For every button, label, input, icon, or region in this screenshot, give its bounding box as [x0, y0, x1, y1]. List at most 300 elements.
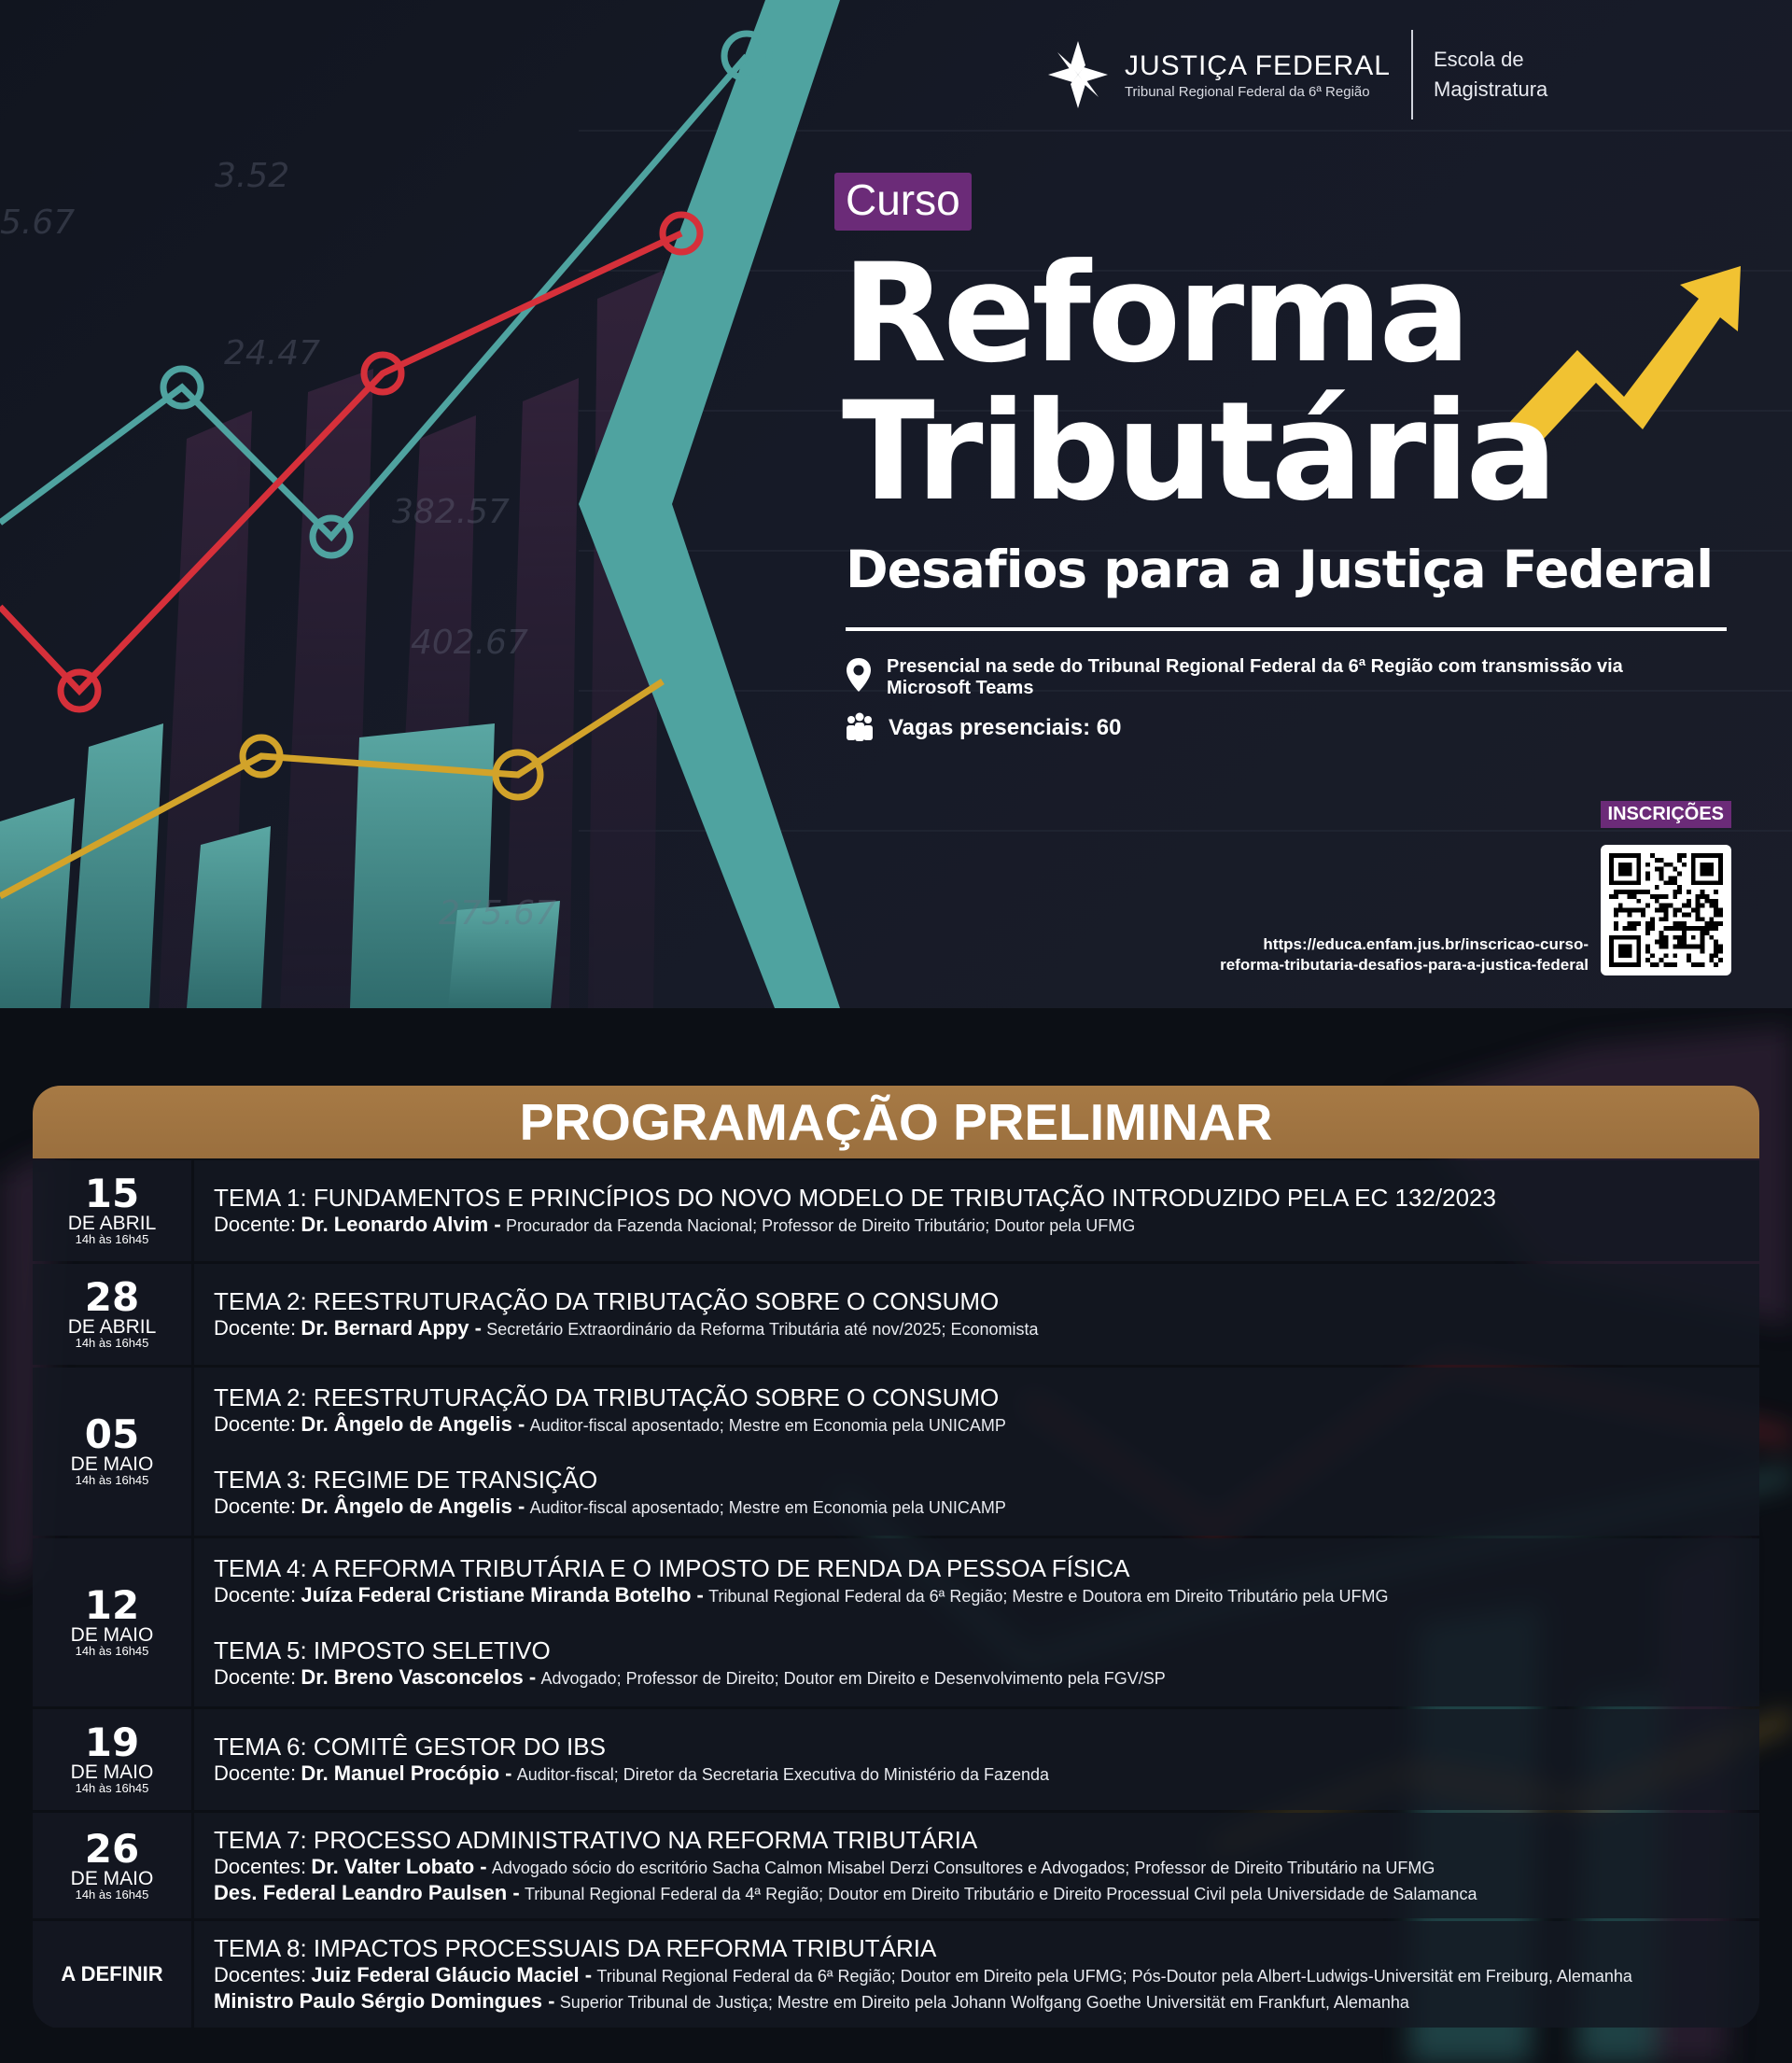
lecturer-line — [214, 1665, 1759, 1691]
qr-module — [1673, 935, 1677, 940]
qr-module — [1659, 917, 1664, 921]
brand-court: Tribunal Regional Federal da 6ª Região — [1124, 83, 1370, 100]
qr-module — [1645, 863, 1650, 867]
qr-module — [1709, 953, 1714, 958]
date-day: 15 — [84, 1171, 140, 1216]
qr-module — [1673, 876, 1677, 880]
qr-module — [1628, 890, 1632, 894]
topic — [214, 1183, 1759, 1239]
brand-divider — [1411, 30, 1413, 119]
qr-module — [1645, 921, 1650, 926]
title-line-1: Reforma — [842, 234, 1467, 393]
qr-module — [1673, 962, 1677, 967]
qr-module — [1664, 908, 1669, 913]
qr-module — [1614, 908, 1618, 913]
svg-text:382.57: 382.57 — [392, 493, 510, 531]
qr-module — [1664, 880, 1669, 885]
lecturer-line — [214, 1213, 1759, 1239]
qr-module — [1659, 958, 1664, 962]
qr-module — [1709, 935, 1714, 940]
qr-module — [1677, 926, 1682, 931]
qr-module — [1701, 890, 1705, 894]
date-day: 19 — [84, 1719, 140, 1765]
qr-module — [1673, 921, 1677, 926]
header-branding — [1044, 30, 1564, 119]
lecturer-line — [214, 1316, 1759, 1342]
qr-module — [1714, 890, 1718, 894]
qr-module — [1677, 885, 1682, 890]
location-text: Presencial na sede do Tribunal Regional Federal da 6ª Região com transmissão via Microsoft Teams — [887, 656, 1623, 698]
qr-module — [1641, 908, 1645, 913]
qr-module — [1682, 863, 1687, 867]
title-line-2: Tributária — [842, 372, 1554, 531]
justice-emblem-icon — [1044, 37, 1112, 112]
qr-module — [1650, 853, 1655, 858]
date-month: DE ABRIL — [67, 1316, 157, 1338]
qr-module — [1696, 894, 1701, 899]
qr-module — [1718, 945, 1723, 949]
qr-module — [1677, 908, 1682, 913]
qr-module — [1673, 867, 1677, 872]
qr-module — [1668, 880, 1673, 885]
topic-title: TEMA 2: REESTRUTURAÇÃO DA TRIBUTAÇÃO SOBRE O CONSUMO — [214, 1383, 1000, 1411]
topic — [214, 1465, 1759, 1521]
lecturer-description-2: Superior Tribunal de Justiça; Mestre em Direito pela Johann Wolfgang Goethe Universität em Frankfurt, Alemanha — [559, 1993, 1409, 2012]
qr-module — [1628, 921, 1632, 926]
qr-module — [1659, 867, 1664, 872]
schedule-row — [33, 1921, 1759, 2028]
qr-module — [1659, 940, 1664, 945]
qr-module — [1609, 894, 1614, 899]
session-date — [33, 1813, 191, 1918]
lecturer-description: Secretário Extraordinário da Reforma Tributária até nov/2025; Economista — [486, 1320, 1039, 1339]
lecturer-name: Juiz Federal Gláucio Maciel - — [311, 1963, 593, 1986]
session-date — [33, 1264, 191, 1365]
lecturer-line — [214, 1583, 1759, 1609]
date-month: DE ABRIL — [67, 1213, 157, 1234]
qr-module — [1628, 912, 1632, 917]
schedule-rows — [33, 1158, 1759, 2028]
qr-module — [1714, 899, 1718, 904]
qr-module — [1645, 926, 1650, 931]
signup-label: INSCRIÇÕES — [1601, 801, 1731, 828]
qr-module — [1668, 962, 1673, 967]
qr-module — [1701, 962, 1705, 967]
hero-banner — [0, 0, 1792, 1008]
qr-module — [1714, 904, 1718, 908]
session-content — [194, 1813, 1759, 1918]
qr-module — [1645, 890, 1650, 894]
qr-module — [1709, 926, 1714, 931]
svg-text:275.67: 275.67 — [439, 894, 556, 933]
lecturer-label: Docente: — [214, 1412, 297, 1436]
qr-module — [1655, 885, 1659, 890]
qr-module — [1636, 908, 1641, 913]
date-month: DE MAIO — [70, 1624, 154, 1646]
signup-url-line-2: reforma-tributaria-desafios-para-a-justica-federal — [1220, 956, 1589, 974]
qr-module — [1655, 940, 1659, 945]
location-info — [844, 656, 1689, 699]
qr-module — [1664, 935, 1669, 940]
qr-module — [1687, 904, 1691, 908]
lecturer-name: Dr. Ângelo de Angelis - — [301, 1412, 525, 1436]
date-day: 12 — [84, 1582, 140, 1628]
qr-module — [1718, 948, 1723, 953]
svg-text:402.67: 402.67 — [411, 624, 528, 662]
qr-module — [1682, 912, 1687, 917]
topic — [214, 1553, 1759, 1609]
session-date — [33, 1921, 191, 2028]
qr-module — [1714, 912, 1718, 917]
qr-module — [1659, 894, 1664, 899]
qr-module — [1664, 912, 1669, 917]
brand-school: Escola de Magistratura — [1434, 48, 1548, 101]
qr-module — [1704, 894, 1709, 899]
session-content — [194, 1160, 1759, 1261]
date-time: 14h às 16h45 — [75, 1781, 149, 1795]
course-tag: Curso — [834, 173, 972, 231]
lecturer-line-2 — [214, 1881, 1759, 1907]
qr-module — [1696, 917, 1701, 921]
qr-module — [1718, 921, 1723, 926]
qr-module — [1701, 894, 1705, 899]
qr-module — [1650, 917, 1655, 921]
qr-module — [1701, 904, 1705, 908]
lecturer-name-2: Des. Federal Leandro Paulsen - — [214, 1880, 520, 1904]
qr-module — [1628, 894, 1632, 899]
qr-module — [1618, 908, 1623, 913]
qr-module — [1677, 853, 1682, 858]
qr-module — [1664, 945, 1669, 949]
date-month: DE MAIO — [70, 1453, 154, 1475]
page-subtitle: Desafios para a Justiça Federal — [846, 540, 1714, 599]
session-content — [194, 1264, 1759, 1365]
qr-module — [1664, 953, 1669, 958]
date-tbd: A DEFINIR — [61, 1962, 163, 1986]
qr-module — [1668, 904, 1673, 908]
schedule-row — [33, 1160, 1759, 1261]
schedule-row — [33, 1709, 1759, 1810]
signup-url-link[interactable] — [1220, 934, 1589, 975]
schedule-row — [33, 1813, 1759, 1918]
qr-module — [1687, 912, 1691, 917]
qr-module — [1636, 890, 1641, 894]
qr-module — [1636, 921, 1641, 926]
qr-module — [1655, 858, 1659, 863]
qr-module — [1650, 953, 1655, 958]
qr-module — [1687, 958, 1691, 962]
qr-module — [1614, 921, 1618, 926]
lecturer-name-2: Ministro Paulo Sérgio Domingues - — [214, 1989, 555, 2013]
qr-module — [1701, 863, 1715, 877]
lecturer-description: Auditor-fiscal; Diretor da Secretaria Executiva do Ministério da Fazenda — [516, 1765, 1050, 1784]
qr-module — [1714, 945, 1718, 949]
qr-module — [1668, 876, 1673, 880]
qr-module — [1696, 899, 1701, 904]
lecturer-line — [214, 1855, 1759, 1881]
qr-module — [1673, 880, 1677, 885]
qr-module — [1682, 904, 1687, 908]
justica-federal-logo — [1044, 37, 1391, 112]
qr-module — [1631, 894, 1636, 899]
qr-module — [1664, 863, 1669, 867]
lecturer-name: Dr. Bernard Appy - — [301, 1316, 482, 1340]
seats-text: Vagas presenciais: 60 — [889, 715, 1122, 740]
qr-module — [1677, 935, 1682, 940]
qr-module — [1614, 890, 1618, 894]
qr-module — [1636, 899, 1641, 904]
qr-module — [1677, 858, 1682, 863]
signup-url-line-1: https://educa.enfam.jus.br/inscricao-curso- — [1263, 935, 1589, 953]
qr-module — [1641, 890, 1645, 894]
qr-module — [1645, 876, 1650, 880]
qr-module — [1655, 899, 1659, 904]
topic-title: TEMA 2: REESTRUTURAÇÃO DA TRIBUTAÇÃO SOBRE O CONSUMO — [214, 1287, 1000, 1315]
session-date — [33, 1160, 191, 1261]
title-divider — [846, 627, 1727, 631]
qr-module — [1614, 926, 1618, 931]
lecturer-description: Auditor-fiscal aposentado; Mestre em Economia pela UNICAMP — [529, 1416, 1006, 1435]
qr-module — [1714, 962, 1718, 967]
date-time: 14h às 16h45 — [75, 1887, 149, 1902]
topic — [214, 1732, 1759, 1788]
lecturer-line — [214, 1761, 1759, 1788]
qr-module — [1655, 962, 1659, 967]
qr-module — [1682, 853, 1687, 858]
qr-module — [1655, 908, 1659, 913]
lecturer-description: Tribunal Regional Federal da 6ª Região; Mestre e Doutora em Direito Tributário pela UFMG — [708, 1587, 1389, 1606]
lecturer-label: Docente: — [214, 1316, 297, 1340]
qr-module — [1631, 908, 1636, 913]
date-time: 14h às 16h45 — [75, 1473, 149, 1487]
qr-module — [1664, 894, 1669, 899]
svg-text:5.67: 5.67 — [0, 203, 76, 242]
qr-module — [1618, 904, 1623, 908]
qr-module — [1696, 912, 1701, 917]
qr-module — [1650, 962, 1655, 967]
qr-module — [1664, 962, 1669, 967]
lecturer-line — [214, 1412, 1759, 1438]
lecturer-line-2 — [214, 1989, 1759, 2015]
qr-module — [1641, 912, 1645, 917]
qr-module — [1704, 921, 1709, 926]
qr-module — [1718, 958, 1723, 962]
qr-module — [1645, 945, 1650, 949]
qr-module — [1673, 894, 1677, 899]
topic-title: TEMA 4: A REFORMA TRIBUTÁRIA E O IMPOSTO DE RENDA DA PESSOA FÍSICA — [214, 1554, 1130, 1582]
qr-code-icon — [1609, 853, 1723, 967]
lecturer-name: Dr. Ângelo de Angelis - — [301, 1495, 525, 1518]
lecturer-label: Docente: — [214, 1761, 297, 1785]
qr-module — [1714, 926, 1718, 931]
qr-module — [1714, 948, 1718, 953]
program-schedule — [33, 1086, 1759, 2028]
qr-module — [1664, 926, 1669, 931]
qr-module — [1655, 867, 1659, 872]
topic-title: TEMA 7: PROCESSO ADMINISTRATIVO NA REFORMA TRIBUTÁRIA — [214, 1825, 978, 1854]
qr-module — [1682, 921, 1687, 926]
session-content — [194, 1709, 1759, 1810]
qr-module — [1659, 876, 1664, 880]
qr-module — [1664, 917, 1669, 921]
date-day: 28 — [84, 1274, 140, 1320]
qr-module — [1655, 894, 1659, 899]
qr-module — [1709, 958, 1714, 962]
qr-module — [1659, 858, 1664, 863]
qr-module — [1650, 921, 1655, 926]
qr-module — [1623, 890, 1628, 894]
qr-module — [1659, 904, 1664, 908]
qr-module — [1673, 890, 1677, 894]
topic-title: TEMA 8: IMPACTOS PROCESSUAIS DA REFORMA TRIBUTÁRIA — [214, 1934, 937, 1962]
qr-module — [1709, 917, 1714, 921]
topic — [214, 1635, 1759, 1691]
qr-module — [1704, 899, 1709, 904]
qr-module — [1645, 931, 1650, 935]
date-time: 14h às 16h45 — [75, 1336, 149, 1350]
lecturer-name: Dr. Leonardo Alvim - — [301, 1213, 501, 1236]
qr-module — [1677, 940, 1682, 945]
lecturer-label: Docentes: — [214, 1854, 307, 1878]
date-month: DE MAIO — [70, 1761, 154, 1783]
qr-module — [1677, 921, 1682, 926]
qr-module — [1701, 917, 1705, 921]
qr-module — [1714, 908, 1718, 913]
qr-module — [1701, 948, 1705, 953]
qr-module — [1668, 863, 1673, 867]
qr-module — [1677, 872, 1682, 877]
qr-module — [1709, 904, 1714, 908]
brand-name: JUSTIÇA FEDERAL — [1124, 49, 1391, 81]
qr-module — [1614, 912, 1618, 917]
date-time: 14h às 16h45 — [75, 1232, 149, 1246]
topic — [214, 1933, 1759, 2015]
qr-module — [1677, 945, 1682, 949]
qr-module — [1659, 908, 1664, 913]
lecturer-label: Docente: — [214, 1213, 297, 1236]
qr-module — [1618, 890, 1623, 894]
qr-module — [1691, 935, 1696, 940]
lecturer-label: Docentes: — [214, 1963, 307, 1986]
lecturer-name: Dr. Manuel Procópio - — [301, 1761, 512, 1785]
session-date — [33, 1538, 191, 1706]
lecturer-name: Dr. Breno Vasconcelos - — [301, 1665, 537, 1689]
lecturer-line — [214, 1495, 1759, 1521]
lecturer-label: Docente: — [214, 1665, 297, 1689]
qr-module — [1664, 904, 1669, 908]
qr-module — [1714, 921, 1718, 926]
qr-module — [1687, 899, 1691, 904]
lecturer-description: Procurador da Fazenda Nacional; Professor de Direito Tributário; Doutor pela UFMG — [505, 1216, 1136, 1235]
lecturer-description-2: Tribunal Regional Federal da 4ª Região; Doutor em Direito Tributário e Direito Processual Civil pela Universidade de Salamanca — [524, 1884, 1477, 1903]
qr-module — [1718, 912, 1723, 917]
signup-qr-code[interactable] — [1601, 845, 1731, 975]
qr-module — [1709, 921, 1714, 926]
qr-module — [1687, 953, 1691, 958]
lecturer-name: Juíza Federal Cristiane Miranda Botelho - — [301, 1583, 704, 1607]
qr-module — [1631, 926, 1636, 931]
date-day: 26 — [84, 1825, 140, 1872]
qr-module — [1650, 926, 1655, 931]
qr-module — [1659, 931, 1664, 935]
qr-module — [1668, 926, 1673, 931]
lecturer-description: Tribunal Regional Federal da 6ª Região; Doutor em Direito pela UFMG; Pós-Doutor pela Albert-Ludwigs-Universität em Freiburg, Alemanha — [596, 1967, 1632, 1986]
lecturer-description: Advogado sócio do escritório Sacha Calmon Misabel Derzi Consultores e Advogados; Professor de Direito Tributário na UFMG — [491, 1858, 1435, 1877]
lecturer-description: Advogado; Professor de Direito; Doutor em Direito e Desenvolvimento pela FGV/SP — [540, 1669, 1166, 1688]
topic-title: TEMA 5: IMPOSTO SELETIVO — [214, 1636, 551, 1664]
qr-module — [1645, 948, 1650, 953]
qr-module — [1618, 863, 1632, 877]
session-content — [194, 1368, 1759, 1536]
qr-module — [1673, 953, 1677, 958]
qr-module — [1696, 962, 1701, 967]
qr-module — [1664, 940, 1669, 945]
qr-module — [1704, 931, 1709, 935]
topic-title: TEMA 6: COMITÊ GESTOR DO IBS — [214, 1733, 606, 1761]
schedule-row — [33, 1368, 1759, 1536]
qr-module — [1673, 912, 1677, 917]
topic-title: TEMA 3: REGIME DE TRANSIÇÃO — [214, 1466, 598, 1494]
svg-text:24.47: 24.47 — [224, 334, 321, 372]
page-title — [842, 234, 1682, 531]
date-day: 05 — [84, 1411, 140, 1457]
qr-module — [1659, 935, 1664, 940]
topic — [214, 1825, 1759, 1907]
lecturer-label: Docente: — [214, 1495, 297, 1518]
qr-module — [1673, 945, 1677, 949]
program-heading: PROGRAMAÇÃO PRELIMINAR — [33, 1086, 1759, 1158]
qr-module — [1704, 926, 1709, 931]
qr-module — [1614, 894, 1618, 899]
qr-module — [1718, 908, 1723, 913]
qr-module — [1691, 908, 1696, 913]
qr-module — [1623, 908, 1628, 913]
qr-module — [1645, 872, 1650, 877]
qr-module — [1673, 908, 1677, 913]
qr-module — [1628, 908, 1632, 913]
topic — [214, 1286, 1759, 1342]
session-content — [194, 1921, 1759, 2028]
seats-info — [844, 711, 1691, 745]
qr-module — [1691, 962, 1696, 967]
svg-text:3.52: 3.52 — [215, 157, 290, 195]
qr-module — [1709, 899, 1714, 904]
schedule-row — [33, 1538, 1759, 1706]
qr-module — [1618, 945, 1632, 959]
topic-title: TEMA 1: FUNDAMENTOS E PRINCÍPIOS DO NOVO MODELO DE TRIBUTAÇÃO INTRODUZIDO PELA EC 132/2023 — [214, 1184, 1496, 1212]
qr-module — [1659, 872, 1664, 877]
qr-module — [1631, 890, 1636, 894]
qr-module — [1650, 894, 1655, 899]
lecturer-name: Dr. Valter Lobato - — [311, 1854, 487, 1878]
qr-module — [1687, 890, 1691, 894]
qr-module — [1714, 940, 1718, 945]
session-date — [33, 1709, 191, 1810]
qr-module — [1645, 904, 1650, 908]
qr-module — [1628, 926, 1632, 931]
qr-module — [1631, 921, 1636, 926]
qr-module — [1696, 908, 1701, 913]
lecturer-label: Docente: — [214, 1583, 297, 1607]
lecturer-description: Auditor-fiscal aposentado; Mestre em Economia pela UNICAMP — [529, 1498, 1006, 1517]
qr-module — [1645, 958, 1650, 962]
schedule-row — [33, 1264, 1759, 1365]
qr-module — [1673, 926, 1677, 931]
location-pin-icon — [844, 656, 874, 694]
topic — [214, 1382, 1759, 1438]
date-month: DE MAIO — [70, 1867, 154, 1889]
qr-module — [1623, 926, 1628, 931]
